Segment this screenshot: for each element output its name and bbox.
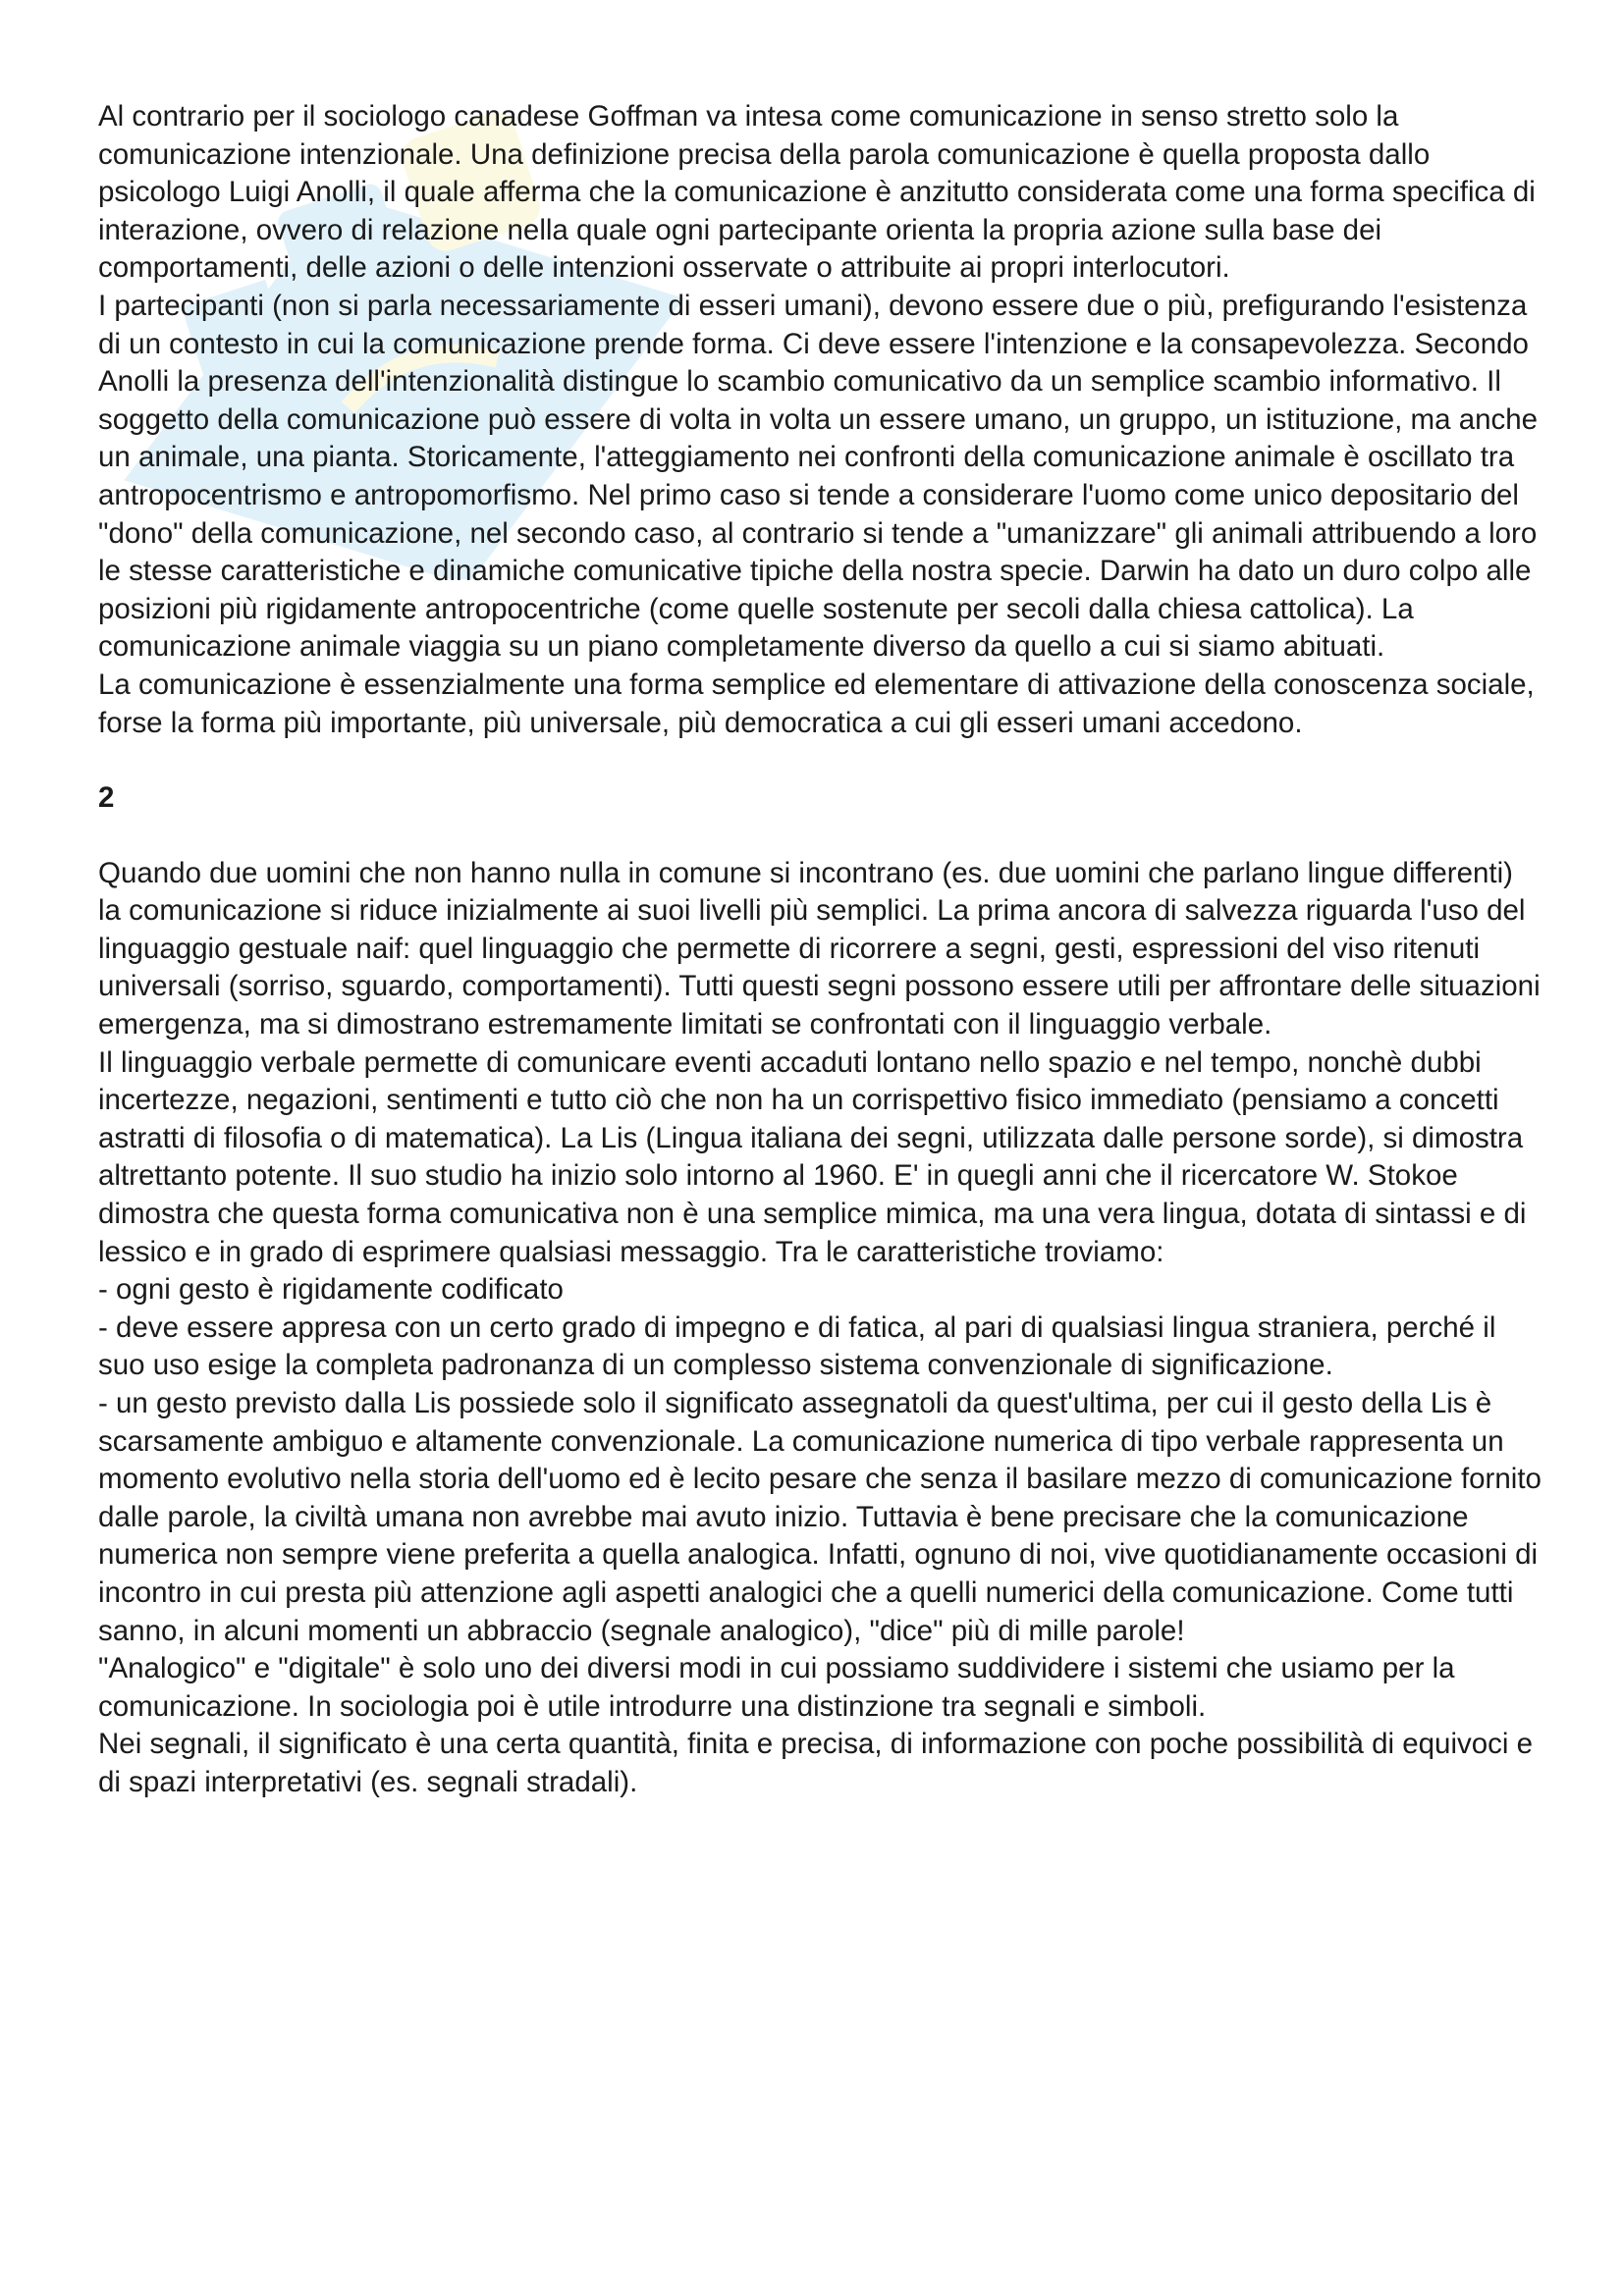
list-item: - un gesto previsto dalla Lis possiede solo il significato assegnatoli da quest'ultima, per cui il gesto della Lis è scarsamente ambiguo e altamente convenzionale. La comunicazione numerica di tipo verbale rappresenta un momento evolutivo nella storia dell'uomo ed è lecito pesare che senza il basilare mezzo di comunicazione fornito dalle parole, la civiltà umana non avrebbe mai avuto inizio. Tuttavia è bene precisare che la comunicazione numerica non sempre viene preferita a quella analogica. Infatti, ognuno di noi, vive quotidianamente occasioni di incontro in cui presta più attenzione agli aspetti analogici che a quelli numerici della comunicazione. Come tutti sanno, in alcuni momenti un abbraccio (segnale analogico), "dice" più di mille parole! [98,1387,1542,1647]
document-page [98,98,1542,1802]
paragraph: I partecipanti (non si parla necessariamente di esseri umani), devono essere due o più, prefigurando l'esistenza di un contesto in cui la comunicazione prende forma. Ci deve essere l'intenzione e la consapevolezza. Secondo Anolli la presenza dell'intenzionalità distingue lo scambio comunicativo da un semplice scambio informativo. Il soggetto della comunicazione può essere di volta in volta un essere umano, un gruppo, un istituzione, ma anche un animale, una pianta. Storicamente, l'atteggiamento nei confronti della comunicazione animale è oscillato tra antropocentrismo e antropomorfismo. Nel primo caso si tende a considerare l'uomo come unico depositario del "dono" della comunicazione, nel secondo caso, al contrario si tende a "umanizzare" gli animali attribuendo a loro le stesse caratteristiche e dinamiche comunicative tipiche della nostra specie. Darwin ha dato un duro colpo alle posizioni più rigidamente antropocentriche (come quelle sostenute per secoli dalla chiesa cattolica). La comunicazione animale viaggia su un piano completamente diverso da quello a cui si siamo abituati. [98,289,1539,664]
list-item: - ogni gesto è rigidamente codificato [98,1273,564,1307]
paragraph: Nei segnali, il significato è una certa quantità, finita e precisa, di informazione con poche possibilità di equivoci e di spazi interpretativi (es. segnali stradali). [98,1728,1534,1798]
paragraph: Il linguaggio verbale permette di comunicare eventi accaduti lontano nello spazio e nel tempo, nonchè dubbi incertezze, negazioni, sentimenti e tutto ciò che non ha un corrispettivo fisico immediato (pensiamo a concetti astratti di filosofia o di matematica). La Lis (Lingua italiana dei segni, utilizzata dalle persone sorde), si dimostra altrettanto potente. Il suo studio ha inizio solo intorno al 1960. E' in quegli anni che il ricercatore W. Stokoe dimostra che questa forma comunicativa non è una semplice mimica, ma una vera lingua, dotata di sintassi e di lessico e in grado di esprimere qualsiasi messaggio. Tra le caratteristiche troviamo: [98,1045,1527,1268]
paragraph: Al contrario per il sociologo canadese Goffman va intesa come comunicazione in senso stretto solo la comunicazione intenzionale. Una definizione precisa della parola comunicazione è quella proposta dallo psicologo Luigi Anolli, il quale afferma che la comunicazione è anzitutto considerata come una forma specifica di interazione, ovvero di relazione nella quale ogni partecipante orienta la propria azione sulla base dei comportamenti, delle azioni o delle intenzioni osservate o attribuite ai propri interlocutori. [98,100,1536,285]
list-item: - deve essere appresa con un certo grado di impegno e di fatica, al pari di qualsiasi lingua straniera, perché il suo uso esige la completa padronanza di un complesso sistema convenzionale di significazione. [98,1310,1496,1382]
paragraph: Quando due uomini che non hanno nulla in comune si incontrano (es. due uomini che parlano lingue differenti) la comunicazione si riduce inizialmente ai suoi livelli più semplici. La prima ancora di salvezza riguarda l'uso del linguaggio gestuale naif: quel linguaggio che permette di ricorrere a segni, gesti, espressioni del viso ritenuti universali (sorriso, sguardo, comportamenti). Tutti questi segni possono essere utili per affrontare delle situazioni emergenza, ma si dimostrano estremamente limitati se confrontati con il linguaggio verbale. [98,856,1541,1041]
section-number: 2 [98,781,115,815]
spacer [98,818,1542,855]
paragraph: "Analogico" e "digitale" è solo uno dei diversi modi in cui possiamo suddividere i sistemi che usiamo per la comunicazione. In sociologia poi è utile introdurre una distinzione tra segnali e simboli. [98,1652,1455,1723]
paragraph: La comunicazione è essenzialmente una forma semplice ed elementare di attivazione della conoscenza sociale, forse la forma più importante, più universale, più democratica a cui gli esseri umani accedono. [98,667,1535,739]
